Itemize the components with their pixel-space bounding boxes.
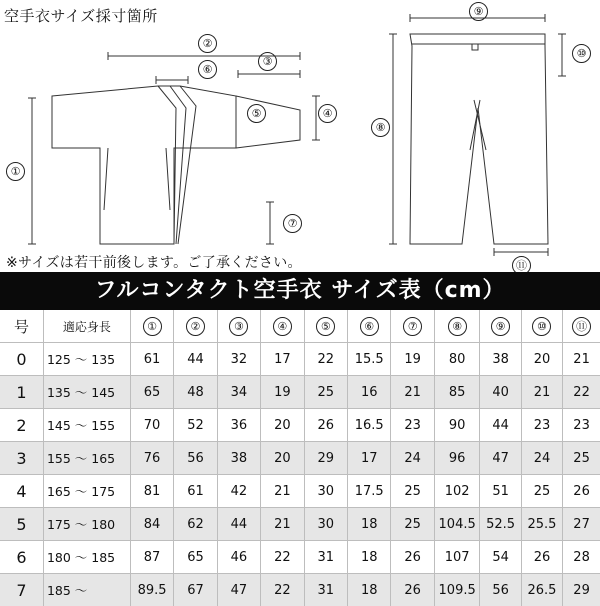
measurement-cell: 38 (480, 343, 521, 376)
measurement-cell: 22 (304, 343, 347, 376)
measurement-cell: 25 (521, 475, 562, 508)
measurement-diagram (0, 0, 600, 272)
header-measure-11 (563, 310, 600, 343)
measurement-cell: 48 (174, 376, 217, 409)
measurement-cell: 84 (130, 508, 173, 541)
table-header-row (0, 310, 600, 343)
measurement-cell: 26 (521, 541, 562, 574)
marker-4: ④ (318, 104, 337, 123)
measurement-cell: 61 (174, 475, 217, 508)
measurement-cell: 30 (304, 508, 347, 541)
measurement-cell: 25 (304, 376, 347, 409)
measurement-cell: 17.5 (348, 475, 391, 508)
measurement-cell: 85 (434, 376, 480, 409)
measurement-cell: 109.5 (434, 574, 480, 606)
height-range-cell: 125 ～ 135 (43, 343, 130, 376)
measurement-cell: 21 (261, 508, 304, 541)
measurement-cell: 18 (348, 508, 391, 541)
measurement-cell: 104.5 (434, 508, 480, 541)
banner-title: フルコンタクト空手衣 サイズ表（cm） (0, 272, 600, 310)
marker-2: ② (198, 34, 217, 53)
measurement-cell: 19 (391, 343, 434, 376)
measurement-cell: 22 (261, 574, 304, 606)
size-number-cell: 2 (0, 409, 43, 442)
size-number-cell: 0 (0, 343, 43, 376)
header-marker: ① (143, 317, 162, 336)
measurement-cell: 76 (130, 442, 173, 475)
size-number-cell: 5 (0, 508, 43, 541)
measurement-cell: 26 (304, 409, 347, 442)
table-row (0, 541, 600, 574)
header-marker: ⑦ (403, 317, 422, 336)
table-row (0, 442, 600, 475)
measurement-cell: 62 (174, 508, 217, 541)
measurement-cell: 90 (434, 409, 480, 442)
table-row (0, 475, 600, 508)
table-body (0, 343, 600, 606)
header-measure-2 (174, 310, 217, 343)
measurement-cell: 18 (348, 541, 391, 574)
size-table (0, 310, 600, 606)
height-range-cell: 135 ～ 145 (43, 376, 130, 409)
measurement-cell: 102 (434, 475, 480, 508)
header-measure-9 (480, 310, 521, 343)
measurement-cell: 44 (217, 508, 260, 541)
height-range-cell: 155 ～ 165 (43, 442, 130, 475)
header-measure-3 (217, 310, 260, 343)
title-banner (0, 272, 600, 310)
measurement-cell: 18 (348, 574, 391, 606)
size-number-cell: 3 (0, 442, 43, 475)
measurement-cell: 21 (563, 343, 600, 376)
marker-7: ⑦ (283, 214, 302, 233)
table-row (0, 409, 600, 442)
height-range-cell: 180 ～ 185 (43, 541, 130, 574)
measurement-cell: 17 (348, 442, 391, 475)
table-row (0, 574, 600, 606)
size-number-cell: 6 (0, 541, 43, 574)
table-row (0, 508, 600, 541)
measurement-cell: 25 (563, 442, 600, 475)
header-marker: ③ (229, 317, 248, 336)
measurement-cell: 20 (521, 343, 562, 376)
measurement-cell: 16.5 (348, 409, 391, 442)
measurement-cell: 36 (217, 409, 260, 442)
height-range-cell: 185 ～ (43, 574, 130, 606)
header-marker: ⑤ (316, 317, 335, 336)
header-marker: ⑥ (360, 317, 379, 336)
header-marker: ② (186, 317, 205, 336)
measurement-cell: 65 (130, 376, 173, 409)
measurement-cell: 47 (217, 574, 260, 606)
measurement-cell: 31 (304, 541, 347, 574)
measurement-cell: 21 (391, 376, 434, 409)
measurement-cell: 20 (261, 409, 304, 442)
height-range-cell: 145 ～ 155 (43, 409, 130, 442)
measurement-cell: 22 (563, 376, 600, 409)
measurement-cell: 44 (480, 409, 521, 442)
measurement-cell: 27 (563, 508, 600, 541)
table-row (0, 376, 600, 409)
measurement-cell: 24 (521, 442, 562, 475)
measurement-cell: 34 (217, 376, 260, 409)
measurement-cell: 42 (217, 475, 260, 508)
measurement-cell: 80 (434, 343, 480, 376)
measurement-cell: 29 (304, 442, 347, 475)
measurement-cell: 61 (130, 343, 173, 376)
marker-9: ⑨ (469, 2, 488, 21)
measurement-cell: 23 (521, 409, 562, 442)
measurement-cell: 22 (261, 541, 304, 574)
header-height-range: 適応身長 (43, 310, 130, 343)
measurement-cell: 25 (391, 475, 434, 508)
header-marker: ⑧ (448, 317, 467, 336)
measurement-cell: 70 (130, 409, 173, 442)
measurement-cell: 28 (563, 541, 600, 574)
measurement-cell: 89.5 (130, 574, 173, 606)
measurement-cell: 20 (261, 442, 304, 475)
header-measure-6 (348, 310, 391, 343)
measurement-cell: 26 (391, 541, 434, 574)
measurement-cell: 30 (304, 475, 347, 508)
marker-6: ⑥ (198, 60, 217, 79)
measurement-cell: 25 (391, 508, 434, 541)
measurement-cell: 56 (480, 574, 521, 606)
header-measure-8 (434, 310, 480, 343)
header-marker: ⑩ (532, 317, 551, 336)
measurement-cell: 52 (174, 409, 217, 442)
marker-11: ⑪ (512, 256, 531, 275)
measurement-cell: 38 (217, 442, 260, 475)
measurement-cell: 23 (563, 409, 600, 442)
measurement-cell: 31 (304, 574, 347, 606)
header-measure-1 (130, 310, 173, 343)
measurement-cell: 67 (174, 574, 217, 606)
measurement-cell: 21 (521, 376, 562, 409)
marker-3: ③ (258, 52, 277, 71)
size-disclaimer: ※サイズは若干前後します。ご了承ください。 (6, 252, 302, 272)
measurement-cell: 19 (261, 376, 304, 409)
marker-1: ① (6, 162, 25, 181)
header-marker: ⑪ (572, 317, 591, 336)
measurement-cell: 107 (434, 541, 480, 574)
measurement-cell: 47 (480, 442, 521, 475)
measurement-cell: 25.5 (521, 508, 562, 541)
measurement-cell: 51 (480, 475, 521, 508)
height-range-cell: 165 ～ 175 (43, 475, 130, 508)
measurement-cell: 26.5 (521, 574, 562, 606)
measurement-cell: 21 (261, 475, 304, 508)
size-number-cell: 7 (0, 574, 43, 606)
height-range-cell: 175 ～ 180 (43, 508, 130, 541)
size-number-cell: 1 (0, 376, 43, 409)
header-measure-4 (261, 310, 304, 343)
measurement-cell: 26 (391, 574, 434, 606)
measurement-cell: 96 (434, 442, 480, 475)
garment-illustration (0, 0, 600, 272)
header-measure-5 (304, 310, 347, 343)
header-measure-7 (391, 310, 434, 343)
marker-5: ⑤ (247, 104, 266, 123)
measurement-cell: 87 (130, 541, 173, 574)
measurement-cell: 23 (391, 409, 434, 442)
header-marker: ⑨ (491, 317, 510, 336)
table-row (0, 343, 600, 376)
marker-10: ⑩ (572, 44, 591, 63)
pants-drawing (410, 34, 548, 244)
measurement-cell: 46 (217, 541, 260, 574)
diagram-title: 空手衣サイズ採寸箇所 (4, 5, 158, 26)
measurement-cell: 17 (261, 343, 304, 376)
measurement-cell: 32 (217, 343, 260, 376)
measurement-cell: 65 (174, 541, 217, 574)
measurement-cell: 81 (130, 475, 173, 508)
measurement-cell: 29 (563, 574, 600, 606)
measurement-cell: 26 (563, 475, 600, 508)
measurement-cell: 54 (480, 541, 521, 574)
measurement-cell: 40 (480, 376, 521, 409)
measurement-cell: 56 (174, 442, 217, 475)
marker-8: ⑧ (371, 118, 390, 137)
header-measure-10 (521, 310, 562, 343)
measurement-cell: 52.5 (480, 508, 521, 541)
size-number-cell: 4 (0, 475, 43, 508)
measurement-cell: 15.5 (348, 343, 391, 376)
measurement-cell: 24 (391, 442, 434, 475)
header-size-number: 号 (0, 310, 43, 343)
measurement-cell: 44 (174, 343, 217, 376)
header-marker: ④ (273, 317, 292, 336)
measurement-cell: 16 (348, 376, 391, 409)
